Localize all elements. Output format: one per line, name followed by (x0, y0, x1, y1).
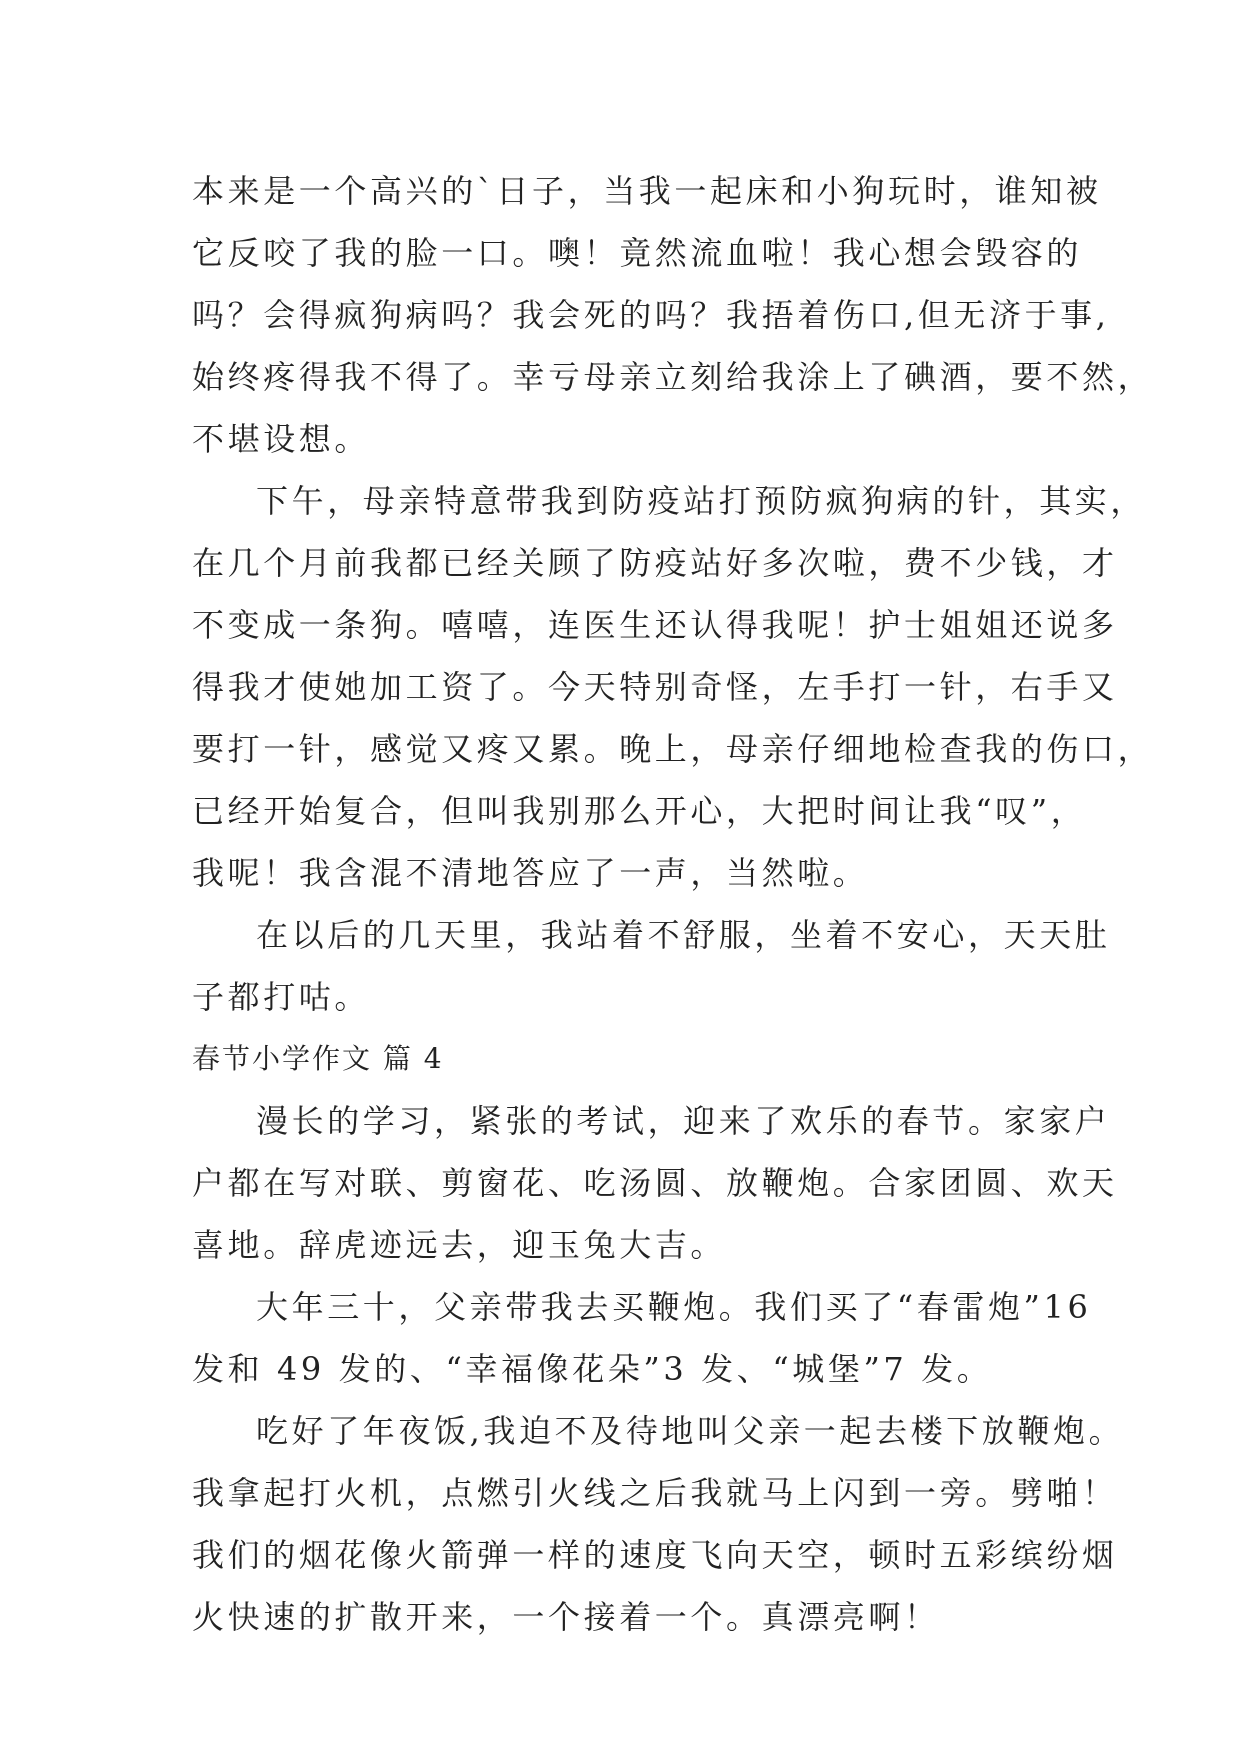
text-line: 喜地。辞虎迹远去，迎玉兔大吉。 (192, 1226, 727, 1264)
text-line: 火快速的扩散开来，一个接着一个。真漂亮啊！ (192, 1598, 940, 1636)
text-line: 要打一针，感觉又疼又累。晚上，母亲仔细地检查我的伤口， (192, 730, 1154, 768)
text-line: 得我才使她加工资了。今天特别奇怪，左手打一针，右手又 (192, 668, 1118, 706)
text-line: 已经开始复合，但叫我别那么开心，大把时间让我“叹”， (192, 792, 1087, 830)
text-line: 子都打咕。 (192, 978, 371, 1016)
text-line: 我呢！我含混不清地答应了一声，当然啦。 (192, 854, 869, 892)
text-line: 不变成一条狗。嘻嘻，连医生还认得我呢！护士姐姐还说多 (192, 606, 1118, 644)
text-line: 漫长的学习，紧张的考试，迎来了欢乐的春节。家家户 (256, 1102, 1111, 1140)
text-line: 在以后的几天里，我站着不舒服，坐着不安心，天天肚 (256, 916, 1111, 954)
text-line: 下午，母亲特意带我到防疫站打预防疯狗病的针，其实， (256, 482, 1147, 520)
text-line: 始终疼得我不得了。幸亏母亲立刻给我涂上了碘酒，要不然， (192, 358, 1154, 396)
text-line: 我拿起打火机，点燃引火线之后我就马上闪到一旁。劈啪！ (192, 1474, 1118, 1512)
document-body (192, 160, 1154, 1648)
text-line: 在几个月前我都已经关顾了防疫站好多次啦，费不少钱，才 (192, 544, 1118, 582)
text-line: 吃好了年夜饭,我迫不及待地叫父亲一起去楼下放鞭炮。 (256, 1412, 1125, 1450)
text-line: 它反咬了我的脸一口。噢！竟然流血啦！我心想会毁容的 (192, 234, 1083, 272)
text-line: 吗？会得疯狗病吗？我会死的吗？我捂着伤口,但无济于事, (192, 296, 1110, 334)
text-line: 不堪设想。 (192, 420, 371, 458)
text-line: 大年三十，父亲带我去买鞭炮。我们买了“春雷炮”16 (256, 1288, 1092, 1326)
text-line: 户都在写对联、剪窗花、吃汤圆、放鞭炮。合家团圆、欢天 (192, 1164, 1118, 1202)
text-line: 本来是一个高兴的`日子，当我一起床和小狗玩时，谁知被 (192, 172, 1102, 210)
text-line: 我们的烟花像火箭弹一样的速度飞向天空，顿时五彩缤纷烟 (192, 1536, 1118, 1574)
section-heading: 春节小学作文 篇 4 (192, 1042, 444, 1075)
text-line: 发和 49 发的、“幸福像花朵”3 发、“城堡”7 发。 (192, 1350, 993, 1388)
